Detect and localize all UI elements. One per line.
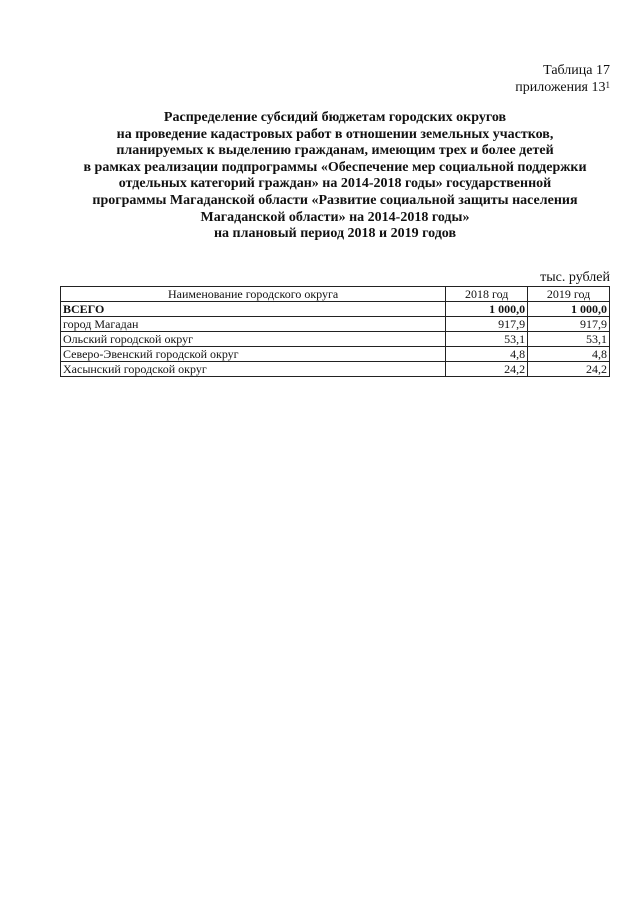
value-2018: 24,2 [446,362,528,377]
title-line: Распределение субсидий бюджетам городских округов [163,110,507,125]
table-row-total [61,302,610,317]
title-line: планируемых к выделению гражданам, имеющим трех и более детей [116,143,554,159]
appendix-reference [515,79,610,96]
title-line: программы Магаданской области «Развитие социальной защиты населения [92,192,578,208]
table-row [61,317,610,332]
header-year-2019: 2019 год [528,287,610,302]
district-name: город Магадан [61,317,446,332]
value-2019: 917,9 [528,317,610,332]
value-2019: 24,2 [528,362,610,377]
title-line: на проведение кадастровых работ в отношении земельных участков, [116,126,554,142]
district-name: Хасынский городской округ [61,362,446,377]
header-district-name: Наименование городского округа [61,287,446,302]
value-2019: 4,8 [528,347,610,362]
value-2018: 1 000,0 [446,302,528,317]
district-name: Ольский городской округ [61,332,446,347]
value-2018: 917,9 [446,317,528,332]
table-row [61,347,610,362]
table-header-row [61,287,610,302]
units-label: тыс. рублей [540,270,610,285]
table-number-label: Таблица 17 [543,63,610,78]
district-name: ВСЕГО [61,302,446,317]
appendix-superscript: 1 [605,80,610,90]
table-row [61,362,610,377]
subsidy-table [60,286,610,377]
title-line: отдельных категорий граждан» на 2014-2018 годы» государственной [118,176,552,192]
table-row [61,332,610,347]
header-year-2018: 2018 год [446,287,528,302]
district-name: Северо-Эвенский городской округ [61,347,446,362]
value-2019: 53,1 [528,332,610,347]
value-2018: 53,1 [446,332,528,347]
document-title [40,110,630,243]
appendix-label: приложения 13 [515,80,606,95]
table-reference [515,62,610,96]
title-line: на плановый период 2018 и 2019 годов [213,226,457,242]
title-line: в рамках реализации подпрограммы «Обеспечение мер социальной поддержки [83,159,587,175]
title-line: Магаданской области» на 2014-2018 годы» [200,209,470,225]
value-2019: 1 000,0 [528,302,610,317]
value-2018: 4,8 [446,347,528,362]
